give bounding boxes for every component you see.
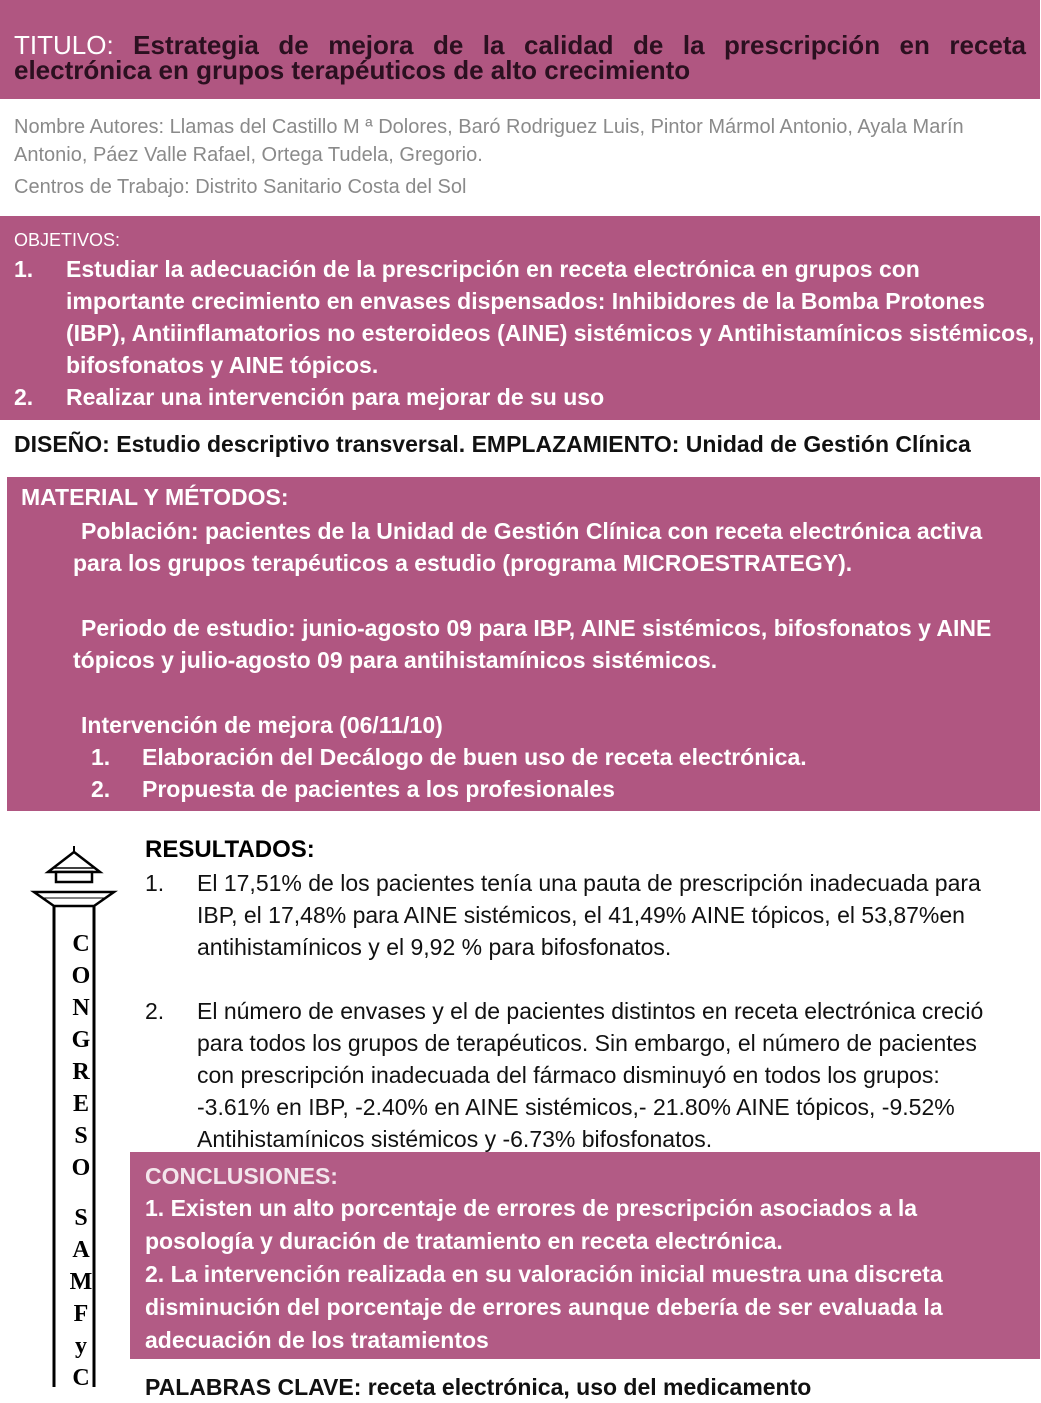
work-centers: Centros de Trabajo: Distrito Sanitario Costa del Sol bbox=[14, 176, 467, 198]
methods-list-item bbox=[91, 805, 423, 837]
methods-list-text: Propuesta de pacientes a los profesionales bbox=[142, 776, 615, 802]
emblem-letter: O bbox=[71, 963, 91, 989]
emblem-letter: C bbox=[72, 931, 90, 957]
keywords: PALABRAS CLAVE: receta electrónica, uso del medicamento bbox=[145, 1374, 812, 1400]
emblem-letter: F bbox=[73, 1301, 89, 1327]
methods-list-text: Elaboración del Decálogo de buen uso de receta electrónica. bbox=[142, 744, 807, 770]
emblem-letter: G bbox=[71, 1027, 91, 1053]
objective-text: Estudiar la adecuación de la prescripción en receta electrónica en grupos con importante crecimiento en envases dispensados: Inhibidores de la Bomba Protones (IBP), Antiinflamatorios no esteroideos (AINE) sistémicos y Antihistamínicos sistémicos, bifosfonatos y AINE tópicos. bbox=[66, 256, 1035, 378]
emblem-letter: O bbox=[71, 1155, 91, 1181]
emblem-letter: S bbox=[74, 1123, 88, 1149]
results-label: RESULTADOS: bbox=[145, 836, 315, 863]
emblem-letter: y bbox=[75, 1333, 87, 1359]
emblem-letter: N bbox=[72, 995, 90, 1021]
emblem-letter: M bbox=[69, 1269, 93, 1295]
conclusions-text: 1. Existen un alto porcentaje de errores de prescripción asociados a la posología y duración de tratamiento en receta electrónica. 2. La intervención realizada en su valoración inicial muestra una discreta disminución del porcentaje de errores aunque debería de ser evaluada la adecuación de los tratamientos bbox=[145, 1195, 943, 1353]
emblem-letter: E bbox=[72, 1091, 89, 1117]
poster-title bbox=[14, 30, 1026, 85]
emblem-letter: C bbox=[72, 1365, 90, 1391]
emblem-letter: S bbox=[74, 1205, 88, 1231]
methods-list-number: 3. bbox=[91, 808, 111, 834]
result-text: El 17,51% de los pacientes tenía una pauta de prescripción inadecuada para IBP, el 17,48% para AINE sistémicos, el 41,49% AINE tópicos, el 53,87%en antihistamínicos y el 9,92 % para bifosfonatos. bbox=[197, 870, 981, 960]
objective-text: Realizar una intervención para mejorar de su uso bbox=[66, 384, 605, 410]
objectives-label: OBJETIVOS: bbox=[14, 230, 121, 250]
result-number: 1. bbox=[145, 870, 165, 896]
methods-band bbox=[7, 477, 1040, 834]
objective-number: 1. bbox=[14, 256, 34, 282]
methods-list-text: Revisión de los pacientes bbox=[142, 808, 424, 834]
emblem-letter: R bbox=[72, 1059, 90, 1085]
result-text: El número de envases y el de pacientes distintos en receta electrónica creció para todos los grupos de terapéuticos. Sin embargo, el número de pacientes con prescripción inadecuada del fármaco disminuyó en todos los grupos: -3.61% en IBP, -2.40% en AINE sistémicos,- 21.80% AINE tópicos, -9.52% Antihistamínicos sistémicos y -6.73% bifosfonatos. bbox=[197, 998, 984, 1152]
title-label: TITULO: bbox=[14, 30, 114, 60]
authors: Nombre Autores: Llamas del Castillo M ª Dolores, Baró Rodriguez Luis, Pintor Mármol Antonio, Ayala Marín Antonio, Páez Valle Rafael, Ortega Tudela, Gregorio. bbox=[14, 116, 964, 166]
objective-number: 2. bbox=[14, 384, 34, 410]
title-text: Estrategia de mejora de la calidad de la prescripción en receta electrónica en grupos terapéuticos de alto crecimiento bbox=[14, 30, 1026, 85]
emblem-letter: A bbox=[72, 1237, 90, 1263]
methods-intervention: Intervención de mejora (06/11/10) bbox=[81, 712, 443, 738]
methods-list-number: 1. bbox=[91, 744, 111, 770]
result-number: 2. bbox=[145, 998, 165, 1024]
design-text: DISEÑO: Estudio descriptivo transversal. EMPLAZAMIENTO: Unidad de Gestión Clínica bbox=[14, 431, 971, 457]
conclusions-label: CONCLUSIONES: bbox=[145, 1163, 338, 1189]
methods-population: Población: pacientes de la Unidad de Gestión Clínica con receta electrónica activa para los grupos terapéuticos a estudio (programa MICROESTRATEGY). bbox=[73, 518, 983, 576]
methods-list-item bbox=[91, 773, 615, 805]
methods-period: Periodo de estudio: junio-agosto 09 para IBP, AINE sistémicos, bifosfonatos y AINE tópicos y julio-agosto 09 para antihistamínicos sistémicos. bbox=[73, 615, 992, 673]
methods-list-item bbox=[91, 741, 807, 773]
methods-list-number: 2. bbox=[91, 776, 111, 802]
methods-label: MATERIAL Y MÉTODOS: bbox=[21, 484, 289, 510]
